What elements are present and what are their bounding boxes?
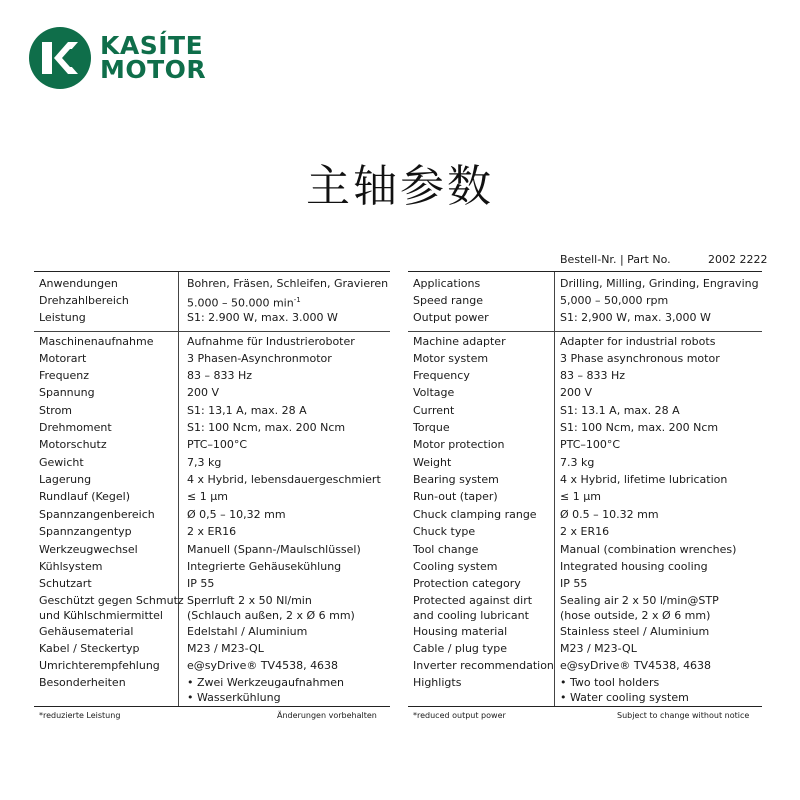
spec-label-line: Protection category — [413, 577, 521, 590]
spec-value-line: S1: 13,1 A, max. 28 A — [187, 404, 307, 417]
spec-label — [39, 576, 175, 591]
spec-value-line: 200 V — [187, 386, 220, 399]
spec-value-line: IP 55 — [560, 577, 588, 590]
spec-label-line: Spannzangentyp — [39, 525, 132, 538]
spec-value-line: S1: 2,900 W, max. 3,000 W — [560, 311, 711, 324]
spec-value — [187, 437, 247, 452]
spec-value — [560, 641, 637, 656]
spec-label — [413, 455, 549, 470]
brand-line-2: MOTOR — [100, 55, 207, 84]
spec-label — [413, 489, 549, 504]
footnote-german: *reduzierte Leistung — [39, 711, 121, 720]
spec-value — [187, 276, 388, 291]
spec-label — [413, 437, 549, 452]
spec-value-line: 200 V — [560, 386, 593, 399]
spec-value-line: S1: 100 Ncm, max. 200 Ncm — [560, 421, 719, 434]
spec-label-line: Protected against dirt — [413, 594, 533, 607]
brand-line-1: KASÍTE — [100, 31, 204, 60]
spec-value — [187, 420, 345, 435]
spec-value-line: PTC–100°C — [560, 438, 621, 451]
spec-label — [39, 542, 175, 557]
column-divider — [554, 272, 555, 706]
spec-value-line: M23 / M23-QL — [560, 642, 637, 655]
spec-value — [187, 641, 264, 656]
spec-value — [187, 559, 341, 574]
spec-label-line: und Kühlschmiermittel — [39, 609, 163, 622]
spec-label-line: Housing material — [413, 625, 508, 638]
company-logo — [28, 26, 238, 90]
spec-label — [413, 310, 549, 325]
spec-value-line: (Schlauch außen, 2 x Ø 6 mm) — [187, 609, 355, 622]
part-number-value: 2002 2222 — [708, 253, 768, 266]
spec-value-line: Manuell (Spann-/Maulschlüssel) — [187, 543, 361, 556]
spec-label — [39, 403, 175, 418]
spec-value-line: (hose outside, 2 x Ø 6 mm) — [560, 609, 711, 622]
spec-value — [560, 310, 711, 325]
footnote-english: *reduced output power — [413, 711, 506, 720]
spec-label-line: Chuck type — [413, 525, 476, 538]
spec-label — [39, 507, 175, 522]
spec-label — [39, 420, 175, 435]
spec-label-line: Spannung — [39, 386, 95, 399]
spec-value — [187, 455, 221, 470]
spec-value — [560, 593, 719, 623]
spec-label-line: Gewicht — [39, 456, 84, 469]
spec-value-line: S1: 100 Ncm, max. 200 Ncm — [187, 421, 346, 434]
spec-label — [39, 455, 175, 470]
spec-label-line: Gehäusematerial — [39, 625, 134, 638]
section-divider — [34, 331, 390, 332]
spec-label — [39, 437, 175, 452]
spec-value — [560, 385, 592, 400]
spec-value — [560, 437, 620, 452]
spec-value — [560, 472, 727, 487]
spec-label — [413, 658, 554, 673]
spec-label — [39, 489, 175, 504]
spec-label-line: Spannzangenbereich — [39, 508, 155, 521]
spec-label-line: Voltage — [413, 386, 455, 399]
spec-label — [413, 641, 549, 656]
spec-label — [413, 675, 549, 690]
spec-value — [187, 351, 332, 366]
spec-label — [413, 593, 549, 623]
spec-value — [560, 455, 594, 470]
column-divider — [178, 272, 179, 706]
spec-value-line: Sealing air 2 x 50 l/min@STP — [560, 594, 719, 607]
spec-label-line: Highligts — [413, 676, 462, 689]
spec-value — [560, 675, 689, 705]
spec-value-line: 5.000 – 50.000 min — [187, 296, 294, 310]
spec-value-line: S1: 2.900 W, max. 3.000 W — [187, 311, 338, 324]
spec-label-line: Geschützt gegen Schmutz — [39, 594, 184, 607]
spec-label-line: Torque — [413, 421, 450, 434]
spec-label-line: and cooling lubricant — [413, 609, 529, 622]
spec-value-line: Manual (combination wrenches) — [560, 543, 737, 556]
spec-label-line: Inverter recommendation — [413, 659, 554, 672]
spec-value-line: 4 x Hybrid, lebensdauergeschmiert — [187, 473, 381, 486]
spec-value-line: IP 55 — [187, 577, 215, 590]
spec-label-line: Besonderheiten — [39, 676, 126, 689]
spec-value — [560, 368, 625, 383]
spec-label — [39, 524, 175, 539]
spec-value — [560, 658, 711, 673]
spec-label — [39, 559, 175, 574]
spec-value-line: 2 x ER16 — [187, 525, 237, 538]
spec-value-line: Integrierte Gehäusekühlung — [187, 560, 342, 573]
spec-value — [187, 293, 301, 311]
spec-label-line: Weight — [413, 456, 452, 469]
spec-value — [560, 542, 736, 557]
spec-value — [560, 403, 680, 418]
spec-label-line: Umrichterempfehlung — [39, 659, 160, 672]
spec-label-line: Werkzeugwechsel — [39, 543, 138, 556]
spec-value — [560, 293, 668, 308]
spec-label — [413, 542, 549, 557]
spec-label-line: Output power — [413, 311, 489, 324]
spec-value-line: 4 x Hybrid, lifetime lubrication — [560, 473, 728, 486]
spec-label — [39, 385, 175, 400]
spec-label-line: Strom — [39, 404, 73, 417]
spec-value-line: Aufnahme für Industrieroboter — [187, 335, 355, 348]
spec-label-line: Drehmoment — [39, 421, 112, 434]
section-divider — [408, 331, 762, 332]
spec-value — [560, 507, 659, 522]
spec-value-line: Integrated housing cooling — [560, 560, 708, 573]
spec-label — [413, 559, 549, 574]
spec-label-line: Anwendungen — [39, 277, 118, 290]
disclaimer-english: Subject to change without notice — [617, 711, 750, 720]
spec-value-line: Drilling, Milling, Grinding, Engraving — [560, 277, 759, 290]
spec-value-line: e@syDrive® TV4538, 4638 — [187, 659, 339, 672]
spec-label — [39, 593, 184, 623]
spec-value-line: Bohren, Fräsen, Schleifen, Gravieren — [187, 277, 389, 290]
spec-value — [560, 420, 718, 435]
spec-value — [187, 675, 344, 705]
spec-label-line: Chuck clamping range — [413, 508, 537, 521]
spec-value — [560, 276, 759, 291]
spec-value-line: 83 – 833 Hz — [560, 369, 626, 382]
spec-label — [413, 524, 549, 539]
spec-label-line: Kabel / Steckertyp — [39, 642, 140, 655]
spec-value — [560, 576, 587, 591]
spec-value — [560, 489, 601, 504]
kasite-logo-icon — [28, 26, 92, 90]
spec-label — [413, 507, 549, 522]
spec-value — [187, 593, 355, 623]
spec-value-line: S1: 13.1 A, max. 28 A — [560, 404, 680, 417]
spec-value — [187, 334, 355, 349]
spec-label — [39, 641, 175, 656]
spec-value-line: 7.3 kg — [560, 456, 595, 469]
spec-value-line: • Water cooling system — [560, 691, 689, 704]
spec-value-line: • Wasserkühlung — [187, 691, 281, 704]
spec-value-line: ≤ 1 µm — [560, 490, 601, 503]
spec-label — [39, 293, 175, 308]
spec-value — [187, 403, 307, 418]
spec-value — [187, 507, 286, 522]
spec-value-line: Sperrluft 2 x 50 Nl/min — [187, 594, 312, 607]
spec-label — [413, 276, 549, 291]
spec-value-line: M23 / M23-QL — [187, 642, 264, 655]
spec-value-line: Edelstahl / Aluminium — [187, 625, 308, 638]
spec-label-line: Cooling system — [413, 560, 498, 573]
page-title: 主轴参数 — [306, 161, 494, 212]
spec-value-line: 5,000 – 50,000 rpm — [560, 294, 669, 307]
spec-value-line: PTC–100°C — [187, 438, 248, 451]
spec-label-line: Run-out (taper) — [413, 490, 498, 503]
spec-value-line: 2 x ER16 — [560, 525, 610, 538]
brand-name — [100, 31, 207, 84]
spec-label-line: Frequency — [413, 369, 470, 382]
spec-value — [187, 368, 252, 383]
spec-value — [187, 542, 361, 557]
spec-value-line: • Zwei Werkzeugaufnahmen — [187, 676, 344, 689]
spec-value — [187, 489, 228, 504]
spec-label — [39, 310, 175, 325]
spec-value — [560, 334, 715, 349]
spec-table-english — [408, 271, 762, 707]
spec-label-line: Rundlauf (Kegel) — [39, 490, 131, 503]
spec-value — [560, 559, 708, 574]
spec-label — [39, 276, 175, 291]
spec-label-line: Leistung — [39, 311, 86, 324]
spec-value — [187, 658, 338, 673]
spec-label-line: Drehzahlbereich — [39, 294, 129, 307]
spec-label — [413, 385, 549, 400]
spec-label — [413, 576, 549, 591]
spec-label — [39, 675, 175, 690]
spec-label-line: Motorschutz — [39, 438, 107, 451]
disclaimer-german: Änderungen vorbehalten — [277, 711, 377, 720]
spec-label-line: Speed range — [413, 294, 483, 307]
spec-label — [413, 351, 549, 366]
spec-label-line: Tool change — [413, 543, 479, 556]
spec-value — [187, 385, 219, 400]
spec-label — [39, 368, 175, 383]
spec-value-line: • Two tool holders — [560, 676, 660, 689]
spec-value-line: Adapter for industrial robots — [560, 335, 716, 348]
spec-value-line: 3 Phase asynchronous motor — [560, 352, 720, 365]
spec-label — [413, 403, 549, 418]
spec-value — [560, 624, 709, 639]
spec-label-line: Schutzart — [39, 577, 92, 590]
part-number-label: Bestell-Nr. | Part No. — [560, 253, 671, 266]
spec-label-line: Cable / plug type — [413, 642, 507, 655]
spec-value-line: ≤ 1 µm — [187, 490, 228, 503]
spec-label-line: Current — [413, 404, 455, 417]
spec-label — [413, 472, 549, 487]
spec-value — [187, 624, 307, 639]
spec-label — [413, 420, 549, 435]
spec-label — [413, 624, 549, 639]
spec-label-line: Bearing system — [413, 473, 499, 486]
spec-label-line: Maschinenaufnahme — [39, 335, 154, 348]
spec-label-line: Kühlsystem — [39, 560, 103, 573]
spec-value-line: Ø 0.5 – 10.32 mm — [560, 508, 659, 521]
spec-value — [560, 351, 720, 366]
spec-label-line: Applications — [413, 277, 481, 290]
spec-label-line: Frequenz — [39, 369, 90, 382]
spec-label — [39, 334, 175, 349]
spec-label — [39, 624, 175, 639]
spec-value-line: 7,3 kg — [187, 456, 222, 469]
spec-value-line: 83 – 833 Hz — [187, 369, 253, 382]
spec-value — [560, 524, 609, 539]
part-number — [560, 253, 768, 266]
spec-label — [413, 368, 549, 383]
spec-label-line: Machine adapter — [413, 335, 506, 348]
spec-label-line: Motor protection — [413, 438, 505, 451]
spec-label-line: Motor system — [413, 352, 489, 365]
spec-table-german — [34, 271, 390, 707]
spec-label — [39, 472, 175, 487]
spec-label-line: Lagerung — [39, 473, 92, 486]
spec-label — [413, 334, 549, 349]
spec-label-line: Motorart — [39, 352, 87, 365]
spec-value-line: 3 Phasen-Asynchronmotor — [187, 352, 332, 365]
spec-value — [187, 576, 214, 591]
unit-exponent: -1 — [293, 296, 301, 304]
spec-value-line: Ø 0,5 – 10,32 mm — [187, 508, 286, 521]
spec-label — [39, 658, 175, 673]
spec-label — [413, 293, 549, 308]
spec-value — [187, 310, 338, 325]
spec-value — [187, 472, 381, 487]
spec-value-line: e@syDrive® TV4538, 4638 — [560, 659, 712, 672]
spec-label — [39, 351, 175, 366]
spec-value — [187, 524, 236, 539]
spec-value-line: Stainless steel / Aluminium — [560, 625, 710, 638]
